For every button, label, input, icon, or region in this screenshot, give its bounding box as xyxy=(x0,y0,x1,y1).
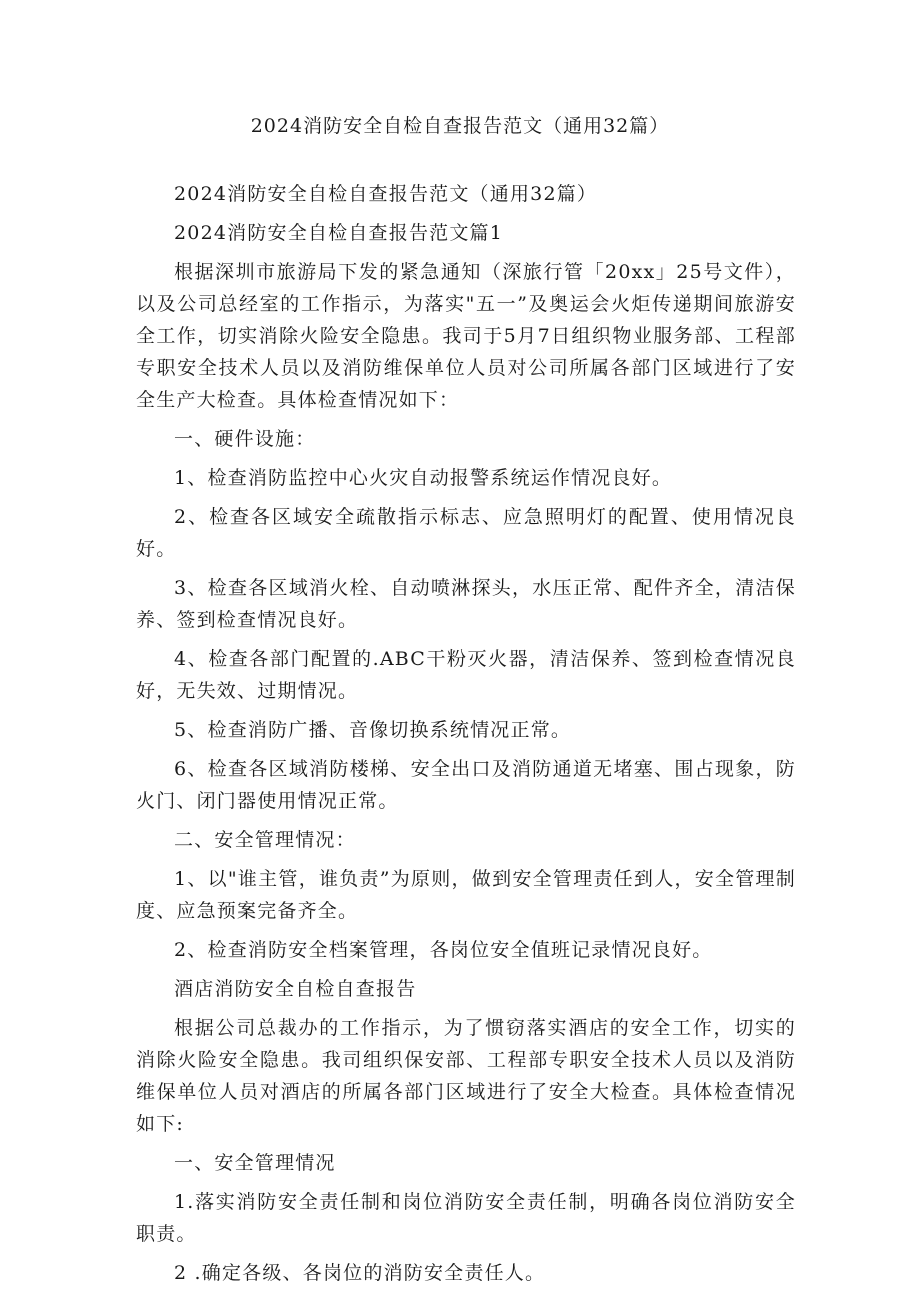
document-title: 2024消防安全自检自查报告范文（通用32篇） xyxy=(250,115,670,137)
document-body xyxy=(136,178,796,1296)
section-heading: 一、硬件设施： xyxy=(174,428,316,450)
paragraph: 根据深圳市旅游局下发的紧急通知（深旅行管「20xx」25号文件），以及公司总经室的工作指示，为落实"五一”及奥运会火炬传递期间旅游安全工作，切实消除火险安全隐患。我司于5月7日组织物业服务部、工程部专职安全技术人员以及消防维保单位人员对公司所属各部门区域进行了安全生产大检查。具体检查情况如下： xyxy=(136,261,796,411)
list-item: 2、检查各区域安全疏散指示标志、应急照明灯的配置、使用情况良好。 xyxy=(136,506,796,560)
list-item: 2 .确定各级、各岗位的消防安全责任人。 xyxy=(174,1262,546,1284)
subtitle: 2024消防安全自检自查报告范文（通用32篇） xyxy=(174,183,598,205)
section-heading: 二、安全管理情况： xyxy=(174,829,356,851)
list-item: 2、检查消防安全档案管理，各岗位安全值班记录情况良好。 xyxy=(174,939,713,961)
list-item: 1、检查消防监控中心火灾自动报警系统运作情况良好。 xyxy=(174,467,673,489)
section-heading: 一、安全管理情况 xyxy=(174,1152,336,1174)
list-item: 1.落实消防安全责任制和岗位消防安全责任制，明确各岗位消防安全职责。 xyxy=(136,1191,796,1245)
section-heading: 酒店消防安全自检自查报告 xyxy=(174,978,417,1000)
list-item: 5、检查消防广播、音像切换系统情况正常。 xyxy=(174,719,572,741)
paragraph: 根据公司总裁办的工作指示，为了惯窃落实酒店的安全工作，切实的消除火险安全隐患。我司组织保安部、工程部专职安全技术人员以及消防维保单位人员对酒店的所属各部门区域进行了安全大检查。具体检查情况如下: xyxy=(136,1017,796,1135)
section-heading: 2024消防安全自检自查报告范文篇1 xyxy=(174,222,504,244)
list-item: 1、以"谁主管，谁负责”为原则，做到安全管理责任到人，安全管理制度、应急预案完备齐全。 xyxy=(136,868,796,922)
list-item: 4、检查各部门配置的.ABC干粉灭火器，清洁保养、签到检查情况良好，无失效、过期情况。 xyxy=(136,648,796,702)
list-item: 3、检查各区域消火栓、自动喷淋探头，水压正常、配件齐全，清洁保养、签到检查情况良好。 xyxy=(136,577,796,631)
list-item: 6、检查各区域消防楼梯、安全出口及消防通道无堵塞、围占现象，防火门、闭门器使用情况正常。 xyxy=(136,758,796,812)
